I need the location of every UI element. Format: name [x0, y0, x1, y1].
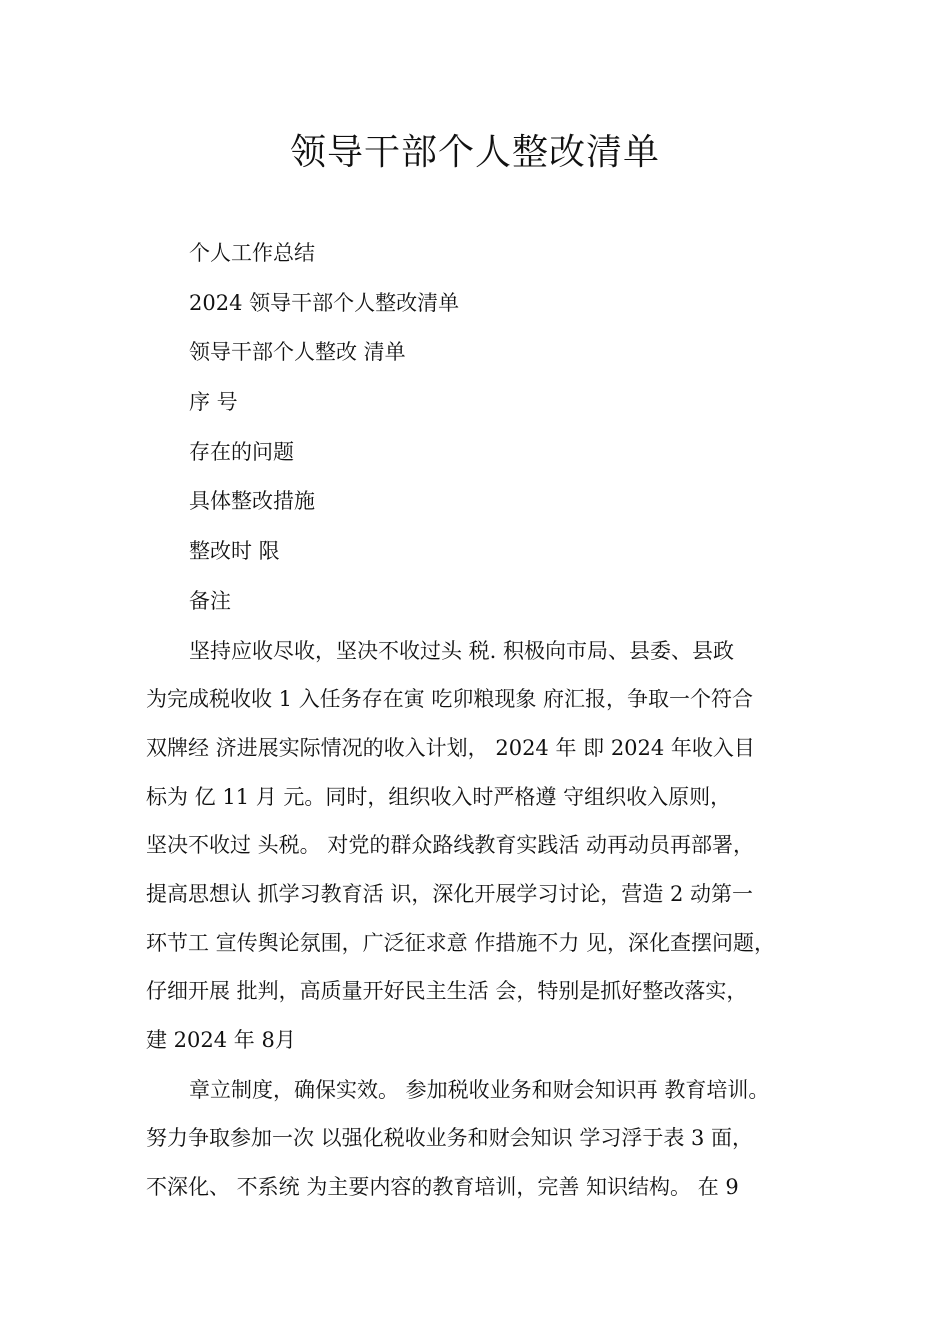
paragraph-line: 不深化、 不系统 为主要内容的教育培训，完善 知识结构。 在 9	[146, 1175, 739, 1200]
paragraph-2	[146, 1066, 826, 1212]
column-label-measures: 具体整改措施	[189, 489, 315, 514]
header-line-list-title: 领导干部个人整改 清单	[189, 340, 406, 365]
paragraph-line: 双牌经 济进展实际情况的收入计划， 2024 年 即 2024 年收入目	[146, 735, 755, 760]
paragraph-line: 努力争取参加一次 以强化税收业务和财会知识 学习浮于表 3 面，	[146, 1126, 754, 1151]
paragraph-line: 章立制度，确保实效。 参加税收业务和财会知识再 教育培训。	[189, 1077, 770, 1102]
column-label-remarks: 备注	[189, 588, 231, 613]
paragraph-1	[146, 627, 826, 1065]
header-line-year-title: 2024 领导干部个人整改清单	[189, 290, 460, 315]
column-label-serial: 序 号	[189, 390, 238, 415]
paragraph-line: 环节工 宣传舆论氛围，广泛征求意 作措施不力 见，深化查摆问题，	[146, 930, 776, 955]
paragraph-line: 标为 亿 11 月 元。同时，组织收入时严格遵 守组织收入原则，	[146, 784, 732, 809]
header-line-summary: 个人工作总结	[189, 241, 315, 265]
paragraph-line: 仔细开展 批判，高质量开好民主生活 会，特别是抓好整改落实，	[146, 979, 748, 1004]
paragraph-line: 提高思想认 抓学习教育活 识，深化开展学习讨论，营造 2 动第一	[146, 881, 754, 906]
paragraph-line: 建 2024 年 8月	[146, 1028, 296, 1052]
paragraph-line: 为完成税收收 1 入任务存在寅 吃卯粮现象 府汇报，争取一个符合	[146, 687, 754, 712]
paragraph-line: 坚决不收过 头税。 对党的群众路线教育实践活 动再动员再部署，	[146, 833, 755, 858]
column-label-deadline: 整改时 限	[189, 539, 280, 564]
document-body	[146, 229, 826, 1212]
paragraph-line: 坚持应收尽收，坚决不收过头 税. 积极向市局、县委、县政	[189, 638, 735, 663]
column-label-problems: 存在的问题	[189, 439, 294, 464]
document-title: 领导干部个人整改清单	[289, 132, 660, 173]
